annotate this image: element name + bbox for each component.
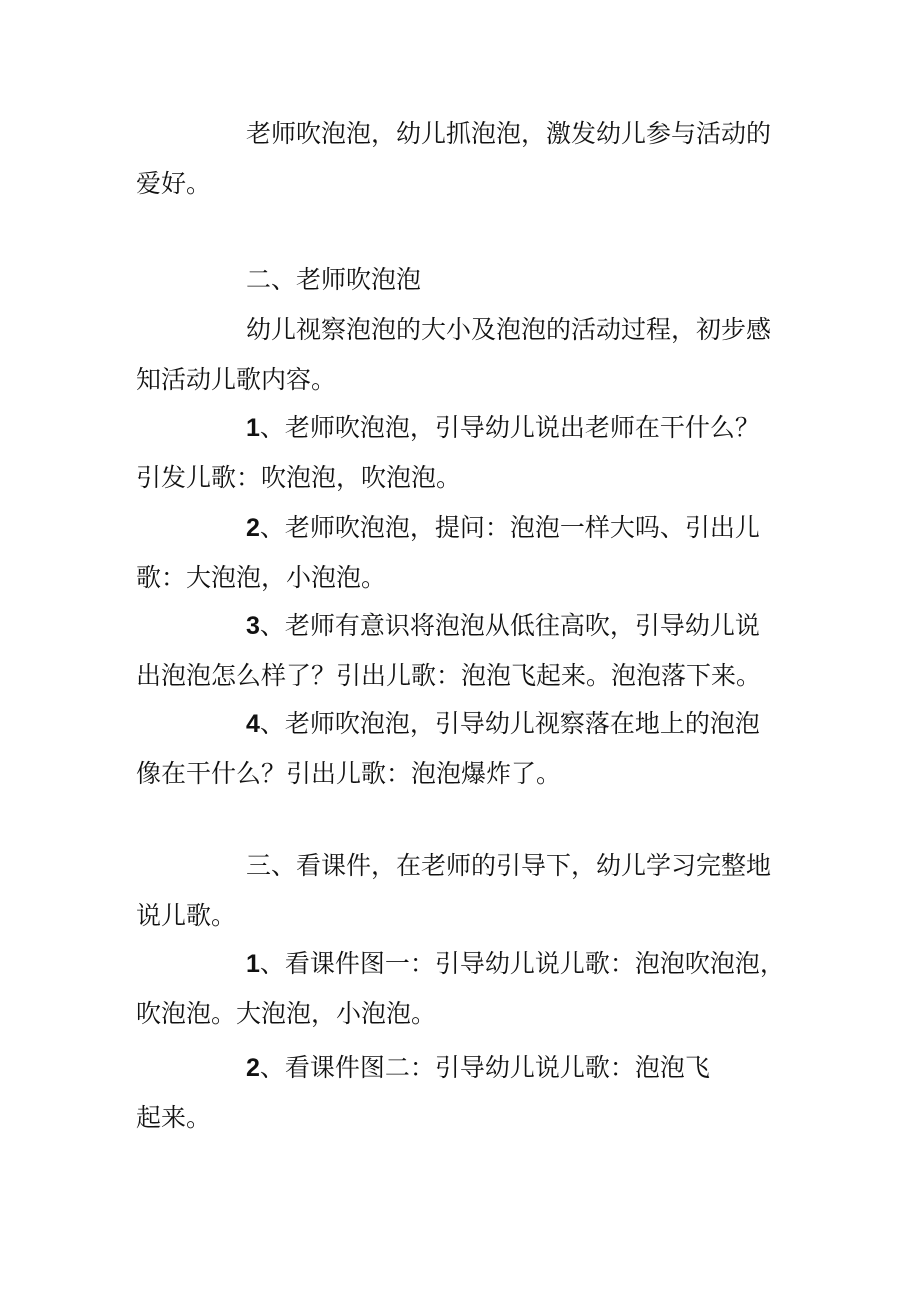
item-number: 2: [246, 1054, 260, 1082]
section-2-item-4: [136, 699, 796, 799]
section-2-heading-text: 二、老师吹泡泡: [246, 265, 422, 294]
item-number: 4: [246, 710, 260, 738]
item-text: 、老师吹泡泡，引导幼儿视察落在地上的泡泡: [259, 709, 760, 738]
section-2-item-3: [136, 601, 796, 701]
section-3-item-2-line-1: [136, 1043, 796, 1093]
section-3-heading-line-1: 三、看课件，在老师的引导下，幼儿学习完整地: [246, 851, 772, 880]
section-3-item-1-line-1: [136, 939, 796, 989]
intro-line-1: 老师吹泡泡，幼儿抓泡泡，激发幼儿参与活动的: [246, 119, 772, 148]
intro-line-2: 爱好。: [136, 169, 212, 198]
section-2-item-1-line-2: 引发儿歌：吹泡泡，吹泡泡。: [136, 463, 462, 492]
section-2-item-2: [136, 503, 796, 603]
section-2-item-3-line-1: [136, 601, 796, 651]
section-2-item-1-line-1: [136, 403, 796, 453]
section-2-item-1: [136, 403, 796, 503]
item-text: 、看课件图二：引导幼儿说儿歌：泡泡飞: [259, 1053, 710, 1082]
section-2-item-4-line-1: [136, 699, 796, 749]
item-text: 、老师吹泡泡，引导幼儿说出老师在干什么？: [259, 413, 760, 442]
section-2-item-2-line-1: [136, 503, 796, 553]
section-2-item-3-line-2: 出泡泡怎么样了？引出儿歌：泡泡飞起来。泡泡落下来。: [136, 661, 762, 690]
intro-paragraph: [136, 109, 796, 209]
item-number: 3: [246, 612, 260, 640]
section-3-item-1: [136, 939, 796, 1039]
section-2-item-2-line-2: 歌：大泡泡，小泡泡。: [136, 563, 387, 592]
item-text: 、老师吹泡泡，提问：泡泡一样大吗、引出儿: [259, 513, 760, 542]
section-2-desc-line-2: 知活动儿歌内容。: [136, 365, 337, 394]
section-3-item-2-line-2: 起来。: [136, 1103, 212, 1132]
item-number: 1: [246, 950, 260, 978]
section-2-desc-line-1: 幼儿视察泡泡的大小及泡泡的活动过程，初步感: [246, 315, 772, 344]
item-number: 2: [246, 514, 260, 542]
section-3-heading: [136, 841, 796, 941]
section-3-item-1-line-2: 吹泡泡。大泡泡，小泡泡。: [136, 999, 437, 1028]
section-3-item-2: [136, 1043, 796, 1143]
section-2-heading: [136, 255, 796, 305]
section-2-item-4-line-2: 像在干什么？引出儿歌：泡泡爆炸了。: [136, 759, 562, 788]
item-text: 、看课件图一：引导幼儿说儿歌：泡泡吹泡泡，: [259, 949, 785, 978]
item-number: 1: [246, 414, 260, 442]
section-3-heading-line-2: 说儿歌。: [136, 901, 237, 930]
section-2-description: [136, 305, 796, 405]
item-text: 、老师有意识将泡泡从低往高吹，引导幼儿说: [259, 611, 760, 640]
